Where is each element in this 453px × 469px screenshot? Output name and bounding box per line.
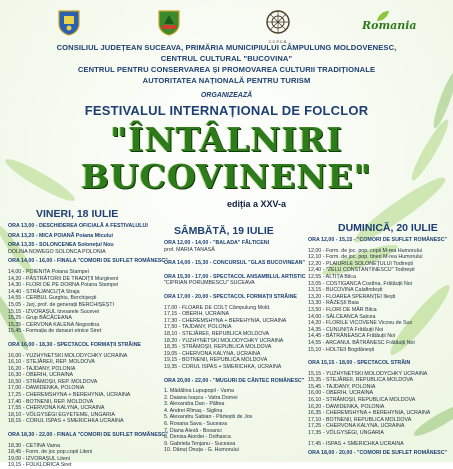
- spacer: [8, 335, 153, 339]
- schedule-section-heading: ORA 16,00 - 18,30 - SPECTACOL FORMAȚII STRĂINE: [8, 341, 141, 348]
- leaf-icon: [376, 10, 390, 22]
- schedule-item: 12,55 - ALTIȚA Bilca: [308, 273, 356, 280]
- schedule-item: 7. Diana Alexă - Bosanci: [164, 427, 222, 434]
- spacer: [164, 267, 304, 271]
- schedule-item: 16,00 - YUZHYNETSKI MOLODYCHKY UCRAINA: [8, 352, 128, 359]
- schedule-item: 18,10 - VÖLGYSÉGI EGYETEME, UNGARIA: [8, 411, 115, 418]
- organizeaza-label: ORGANIZEAZĂ: [200, 92, 253, 99]
- schedule-item: 14,20 - FLORILE VICOVENE Vicovu de Sus: [308, 320, 413, 327]
- schedule-item: 18,30 - CETINA Vama: [8, 442, 61, 449]
- schedule-item: 18,35 - STRĂMOȘII, REPUBLICA MOLDOVA: [164, 344, 272, 351]
- schedule-item: 16,20 - TAJDANY, POLONIA: [8, 365, 76, 372]
- schedule-item: 10. Dănuț Onuța - G. Humorului: [164, 447, 239, 454]
- schedule-item: 15,35 - CERVONA KALENA Negostina: [8, 321, 100, 328]
- romania-brand-text: Romania: [362, 19, 417, 32]
- schedule-item: 19,15 - BOTNENII, REPUBLICA MOLDOVA: [164, 357, 268, 364]
- schedule-item: 19,05 - CHERVONA KALYNA, UCRAINA: [164, 350, 261, 357]
- day-column-sunday: [308, 222, 450, 457]
- schedule-item: 15,05 - Jurj, prof. de generații BERCHIȘEȘTI: [8, 301, 114, 308]
- schedule-item: 16,50 - STRĂMOȘII, REP. MOLDOVA: [8, 378, 98, 385]
- schedule-item: 18,15 - CORUL ISPAS + SMERICHKA UCRAINA: [8, 418, 124, 425]
- schedule-item: 17,55 - CHERVONA KALYNA, UCRAINA: [8, 405, 105, 412]
- schedule-item: 16,30 - OBERIH, UCRAINA: [8, 372, 74, 379]
- schedule-section-heading: ORA 14,00 - 16,00 - FINALA "COMORI DE SUFLET ROMÂNESC": [8, 258, 168, 265]
- schedule-item: 9. Gabriela Tenjanu - Suceava: [164, 440, 236, 447]
- schedule-item: 13,05 - COSTIGANCA Costîna, Frătăuții Noi: [308, 280, 412, 287]
- schedule-item: prof. MARIA TANASĂ: [164, 246, 215, 253]
- schedule-section-heading: ORA 12,00 - 14,00 - "BALADA" FĂLTICENI: [164, 240, 270, 246]
- schedule-section-heading: ORA 15,30 - 17,00 - SPECTACOL ANSAMBLUL ARTISTIC: [164, 273, 306, 280]
- schedule-item: 2. Daiana Ivașcu - Vatra Dornei: [164, 394, 238, 401]
- schedule-item: DOLINA NOWEGO SOLONCA POLONIA: [8, 248, 106, 255]
- schedule-item: 17,30 - CHEREMSHYNA + BEREHYNIA, UCRAINA: [164, 317, 287, 324]
- organizers-line-4: AUTORITATEA NAȚIONALĂ PENTRU TURISM: [142, 76, 311, 85]
- schedule-section-heading: ORA 18,30 - 22,00 - FINALA "COMORI DE SUFLET ROMÂNESC": [8, 432, 168, 439]
- schedule-item: 6. Roxana Sava - Suceava: [164, 421, 228, 428]
- title-line-1: "ÎNTÂLNIRI: [110, 120, 343, 159]
- organizers-line-1: CONSILIUL JUDEȚEAN SUCEAVA, PRIMĂRIA MUNICIPIULUI CÂMPULUNG MOLDOVENESC,: [56, 43, 397, 52]
- schedule-item: 17,25 - CHEREMSHYNA + BEREHYNIA, UCRAINA: [8, 392, 131, 399]
- schedule-item: 12,20 - PLAIURILE SOLONEȚULUI Todirești: [308, 260, 413, 267]
- schedule-item: "CIPRIAN PORUMBESCU" SUCEAVA: [164, 280, 255, 287]
- schedule-section-heading: ORA 14,00 - 15,30 - CONCURSUL "GLAS BUCOVINEAN": [164, 260, 306, 267]
- spacer: [164, 287, 304, 291]
- schedule-item: 14,45 - BĂTRÂNEASCA Frătăuții Noi: [308, 333, 396, 340]
- romania-brand-logo: [362, 16, 417, 34]
- schedule-item: 12,40 - "ZELU CONSTANTINESCU" Todirești: [308, 267, 415, 274]
- edition-label: ediția a XXV-a: [226, 199, 287, 209]
- schedule-section-heading: ORA 13,00 - DESCHIDEREA OFICIALĂ A FESTIVALULUI: [8, 223, 148, 229]
- schedule-item: 14,55 - ARCANUL BĂTRÂNESC Frătăuții Noi: [308, 339, 415, 346]
- schedule-item: 15,45 - TAJDANY, POLONIA: [308, 383, 376, 390]
- schedule-item: 19,00 - IZVORAȘUL Liteni: [8, 455, 70, 462]
- schedule-item: 4. Andrei Rîmaș - Siglina: [164, 407, 223, 414]
- schedule-item: 13,20 - FLOAREA SPERANȚEI Iliești: [308, 293, 396, 300]
- schedule-section-heading: ORA 12,00 - 15,15 - "COMORI DE SUFLET ROMÂNESC": [308, 237, 448, 243]
- spacer: [308, 353, 450, 357]
- schedule-item: 17,35 - VÖLGYSÉGI, UNGARIA: [308, 430, 384, 437]
- day-title: VINERI, 18 IULIE: [36, 208, 119, 220]
- schedule-item: 16,00 - OBERIH, UCRAINA: [308, 390, 374, 397]
- schedule-item: 15,25 - Grup BĂCĂCEANA: [8, 315, 72, 322]
- schedule-item: 14,55 - CERBUL Gurghiu, Berchișești: [8, 295, 97, 302]
- day-column-friday: [8, 208, 168, 469]
- organizers-line-2: CENTRUL CULTURAL "BUCOVINA": [160, 54, 293, 63]
- schedule-item: 17,25 - CHERVONA KALYNA, UCRAINA: [308, 423, 405, 430]
- title-line-2: BUCOVINENE": [81, 157, 372, 196]
- schedule-item: 18,45 - Form. de joc pop.copii Liteni: [8, 449, 93, 456]
- schedule-item: 19,35 - CORUL ISPAS + SMERICHKA, UCRAINA: [164, 363, 282, 370]
- schedule-item: 3. Alexandra Dan - Păltea: [164, 401, 225, 408]
- schedule-item: 15,45 - Formația de dansuri etnice Siret: [8, 328, 102, 335]
- schedule-list: [164, 240, 304, 454]
- schedule-item: 16,20 - DAWIDENKA, POLONIA: [308, 403, 385, 410]
- schedule-item: 17,50 - TAJDANY, POLONIA: [164, 324, 232, 331]
- schedule-section-heading: ORA 15,15 - 18,00 - SPECTACOL STRĂIN: [308, 360, 411, 367]
- schedule-item: 14,00 - SĂLCEANCA Salcea: [308, 313, 376, 320]
- festival-name: FESTIVALUL INTERNAȚIONAL DE FOLCLOR: [84, 103, 369, 118]
- schedule-item: 14,40 - STRĂJANCUȚA Straja: [8, 288, 80, 295]
- schedule-item: 15,15 - YUZHYNETSKI MOLODYCHKY UCRAINA: [308, 370, 428, 377]
- schedule-list: [308, 237, 450, 457]
- schedule-item: 13,50 - FLORI DE MĂR Bilca: [308, 306, 377, 313]
- spacer: [8, 425, 153, 429]
- schedule-item: 12,00 - Form. de joc. pop. copii M-rea Humorului: [308, 247, 422, 254]
- schedule-item: 13,15 - BUCOVINA Calafindești: [308, 287, 383, 294]
- schedule-item: 17,00 - DAWIDENKA, POLONIA: [8, 385, 85, 392]
- schedule-item: 8. Denisa Aiordei - Dolhasca: [164, 434, 231, 441]
- ccpcb-emblem-icon: [266, 10, 290, 34]
- schedule-item: 16,10 - STEJĂREII, REP. MOLDOVA: [8, 359, 95, 366]
- coat-of-arms-campulung-icon: [158, 10, 180, 36]
- ccpcb-label: C.C.P.C.B.: [268, 39, 288, 44]
- schedule-item: 14,00 - POIENITA Poiana Stampei: [8, 268, 89, 275]
- schedule-item: 16,10 - STRĂMOȘII, REPUBLICA MOLDOVA: [308, 397, 416, 404]
- day-title: SÂMBĂTĂ, 19 IULIE: [174, 225, 274, 237]
- schedule-item: 14,35 - CUNUNIȚA Frătăuții Noi: [308, 326, 384, 333]
- schedule-item: 17,15 - OBERIH, UCRAINA: [164, 311, 230, 318]
- schedule-item: 14,20 - PĂSTRĂTORII DE TRADIȚII Murgineni: [8, 275, 119, 282]
- spacer: [164, 371, 304, 375]
- schedule-item: 17,10 - BOTNENII, REPUBLICA MOLDOVA: [308, 416, 412, 423]
- schedule-item: 12,10 - Form. de joc. pop. tineri M-rea Humorului: [308, 254, 423, 261]
- schedule-item: 1. Mădălina Lupupopil - Vama: [164, 388, 234, 395]
- schedule-item: 14,30 - FLORI DE PE DORNA Poiana Stampei: [8, 282, 119, 289]
- schedule-item: 15,10 - HOLTEII Bogdănești: [308, 346, 375, 353]
- partner-logos: [0, 10, 453, 42]
- coat-of-arms-suceava-icon: [58, 10, 80, 36]
- schedule-item: 16,35 - CHEREMSHYNA + BEREHYNIA, UCRAINA: [308, 410, 431, 417]
- schedule-section-heading: ORA 13,35 - SOLONCENEA Solonețul Nou: [8, 242, 114, 249]
- schedule-section-heading: ORA 18,00 - 20,00 - "COMORI DE SUFLET ROMÂNESC": [308, 450, 448, 457]
- schedule-item: 15,35 - STEJĂREII, REPUBLICA MOLDOVA: [308, 377, 413, 384]
- schedule-item: 17,00 - FLOARE DE COLȚ Câmpulung Mold.: [164, 304, 271, 311]
- schedule-item: 18,10 - STEJĂREII, REPUBLICA MOLDOVA: [164, 330, 269, 337]
- schedule-item: 18,20 - YUZHYNETSKI MOLODYCHKY UCRAINA: [164, 337, 284, 344]
- schedule-item: 5. Alexandru Sabian - Pârteștii de Jos: [164, 414, 253, 421]
- schedule-section-heading: ORA 13,20 - MICA POIANĂ Poiana Micului: [8, 232, 113, 239]
- day-column-saturday: [164, 225, 304, 454]
- schedule-item: 15,15 - IZVORAȘUL Izvoarele Sucevei: [8, 308, 100, 315]
- schedule-item: 13,30 - RĂZEȘII Baia: [308, 300, 359, 307]
- organizers-line-3: CENTRUL PENTRU CONSERVAREA ȘI PROMOVAREA CULTURII TRADIȚIONALE: [77, 65, 376, 74]
- schedule-item: 19,15 - FOLKLORICA Siret: [8, 462, 72, 469]
- schedule-item: 17,40 - BOTNENII, REP. MOLDOVA: [8, 398, 94, 405]
- schedule-section-heading: ORA 20,00 - 22,00 - "MUGURI DE CÂNTEC ROMÂNESC": [164, 377, 305, 384]
- schedule-section-heading: ORA 17,00 - 20,00 - SPECTACOL FORMAȚII STRĂINE: [164, 293, 297, 300]
- spacer: [164, 253, 304, 257]
- day-title: DUMINICĂ, 20 IULIE: [338, 222, 438, 234]
- schedule-item: 17,45 - ISPAS + SMERICHKA UCRAINA: [308, 440, 404, 447]
- schedule-list: [8, 223, 168, 469]
